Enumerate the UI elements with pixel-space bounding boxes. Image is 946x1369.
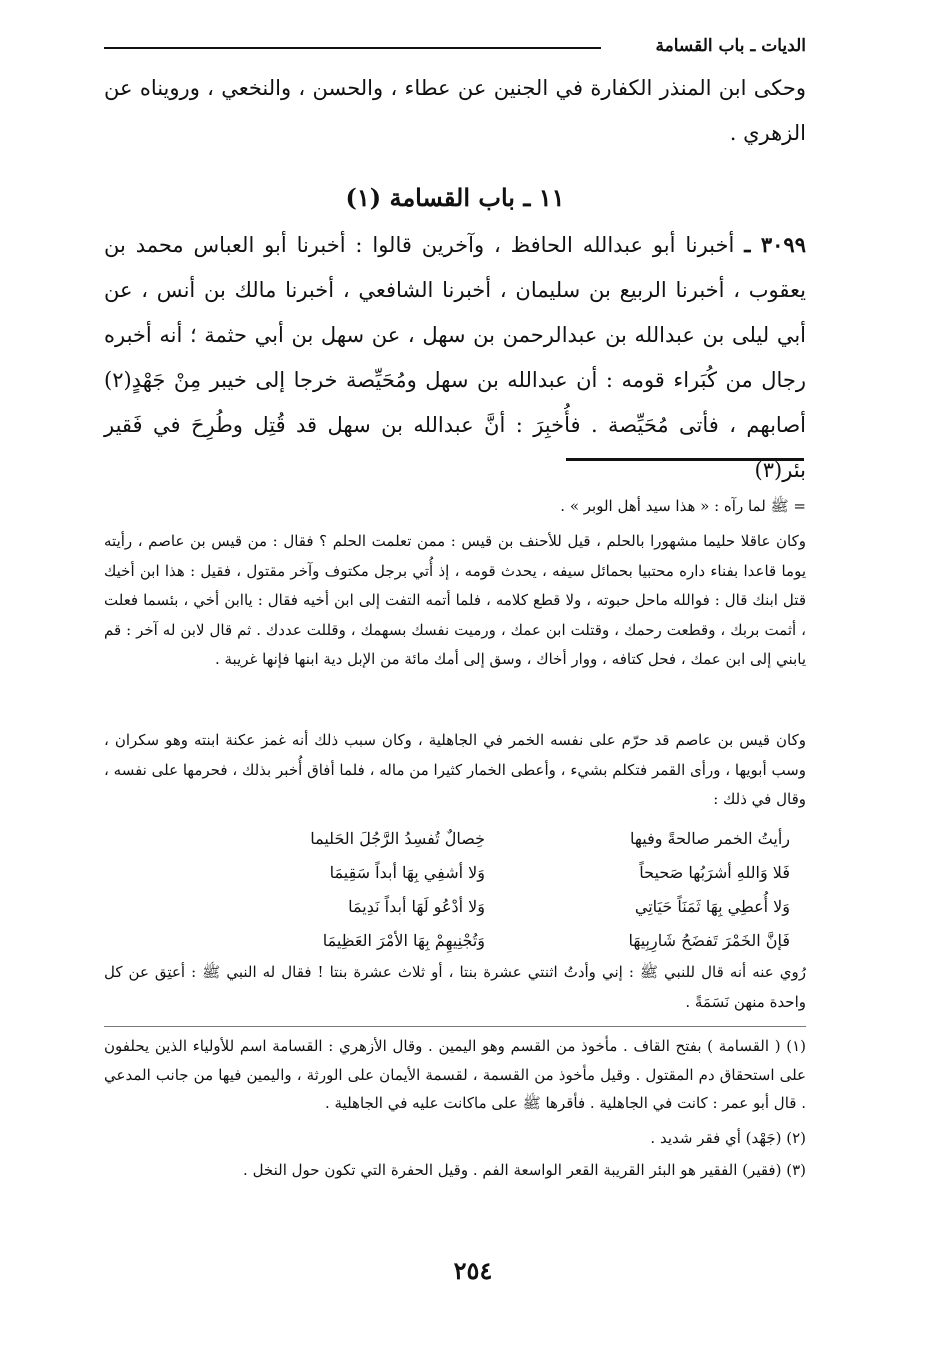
footnote-2: (٢) (جَهْد) أي فقر شديد . [650,1129,806,1147]
footnote-1: (١) ( القسامة ) بفتح القاف . مأخوذ من القسم وهو اليمين . وقال الأزهري : القسامة اسم للأولياء الذين يحلفون على استحقاق دم المقتول . وقيل مأخوذ من القسمة ، لقسمة الأيمان على الورثة ، واليمين فيها من جانب المدعي . قال أبو عمر : كانت في الجاهلية . فأقرها ﷺ على ماكانت عليه في الجاهلية . [104,1037,806,1112]
section-separator [566,458,804,461]
poem-hemistich-second: وَتُجْنِيهِمْ بِهَا الأمْرَ العَظِيمَا [322,931,485,950]
section-heading: ١١ ـ باب القسامة (١) [345,183,565,212]
hadith-number: ٣٠٩٩ ـ [744,232,806,257]
poem-hemistich-first: وَلا أُعطِي بِهَا ثَمَنَاً حَيَاتِي [634,897,790,916]
footnote-3: (٣) (فقير) الفقير هو البئر القريبة القعر الواسعة الفم . وقيل الحفرة التي تكون حول النخل . [243,1161,806,1179]
poem-line [230,822,790,856]
hadith-text: أخبرنا أبو عبدالله الحافظ ، وآخرين قالوا : أخبرنا أبو العباس محمد بن يعقوب ، أخبرنا الربيع بن سليمان ، أخبرنا الشافعي ، أخبرنا مالك بن أنس ، عن أبي ليلى بن عبدالله بن عبدالرحمن بن سهل ، عن سهل بن أبي حثمة ؛ أنه أخبره رجال من كُبَراء قومه : أن عبدالله بن سهل ومُحَيِّصة خرجا إلى خيبر مِنْ جَهْدٍ(٢) أصابهم ، فأتى مُحَيِّصة . فأُخبِرَ : أنَّ عبدالله بن سهل قد قُتِل وطُرِحَ في فَقير بئر(٣) [104,233,806,482]
note-paragraph-2: وكان قيس بن عاصم قد حرّم على نفسه الخمر في الجاهلية ، وكان سبب ذلك أنه غمز عكنة ابنته وهو سكران ، وسب أبويها ، ورأى القمر فتكلم بشيء ، وأعطى الخمار كثيرا من ماله ، فلما أفاق أُخبر بذلك ، فحرمها على نفسه ، وقال في ذلك : [104,731,806,808]
footnote-rule [104,1026,806,1027]
poem-line [230,856,790,890]
poem-line [230,924,790,958]
poem-hemistich-second: وَلا أدْعُو لَهَا أبداً نَدِيمَا [348,897,485,916]
page-number: ٢٥٤ [453,1256,493,1285]
poem-hemistich-second: خِصالٌ تُفسِدُ الرَّجُلَ الحَليما [310,829,485,848]
poem-line [230,890,790,924]
running-head [104,36,806,60]
note-paragraph-3: رُوي عنه أنه قال للنبي ﷺ : إني وأدتُ اثنتي عشرة بنتا ، أو ثلاث عشرة بنتا ! فقال له النبي ﷺ : أعتِق عن كل واحدة منهن نَسَمَةً . [104,963,806,1011]
poem [230,822,790,958]
running-head-rule [104,47,601,49]
note-continuation: = ﷺ لما رآه : « هذا سيد أهل الوبر » . [560,497,806,515]
hadith-paragraph [104,222,806,482]
note-paragraph-1: وكان عاقلا حليما مشهورا بالحلم ، قيل للأحنف بن قيس : ممن تعلمت الحلم ؟ فقال : من قيس بن عاصم ، رأيته يوما قاعدا بفناء داره محتبيا بحمائل سيفه ، يحدث قومه ، إذ أُتي برجل مكتوف وآخر مقتول ، فقيل : هذا ابن أخيك قتل ابنك قال : فوالله ماحل حبوته ، ولا قطع كلامه ، فلما أتمه التفت إلى ابن أخيه فقال : ياابن أخي ، بئسما فعلت ، أثمت بربك ، وقطعت رحمك ، وقتلت ابن عمك ، ورميت نفسك بسهمك ، وقللت عددك . ثم قال لابن له آخر : قم يابني إلى ابن عمك ، فحل كتافه ، ووار أخاك ، وسق إلى أمك مائة من الإبل دية ابنها فإنها غريبة . [104,532,806,668]
poem-hemistich-first: رأيتُ الخمر صالحةً وفيها [629,829,790,848]
poem-hemistich-first: فَإنَّ الخَمْرَ تَفضَحُ شَارِبِيهَا [628,931,790,950]
poem-hemistich-first: فَلا وَاللهِ أشرَبُها صَحيحاً [639,863,790,882]
running-head-title: الديات ـ باب القسامة [655,36,806,56]
intro-paragraph: وحكى ابن المنذر الكفارة في الجنين عن عطاء ، والحسن ، والنخعي ، ورويناه عن الزهري . [104,76,806,145]
poem-hemistich-second: وَلا أشفِي بِهَا أبداً سَقِيمَا [329,863,485,882]
